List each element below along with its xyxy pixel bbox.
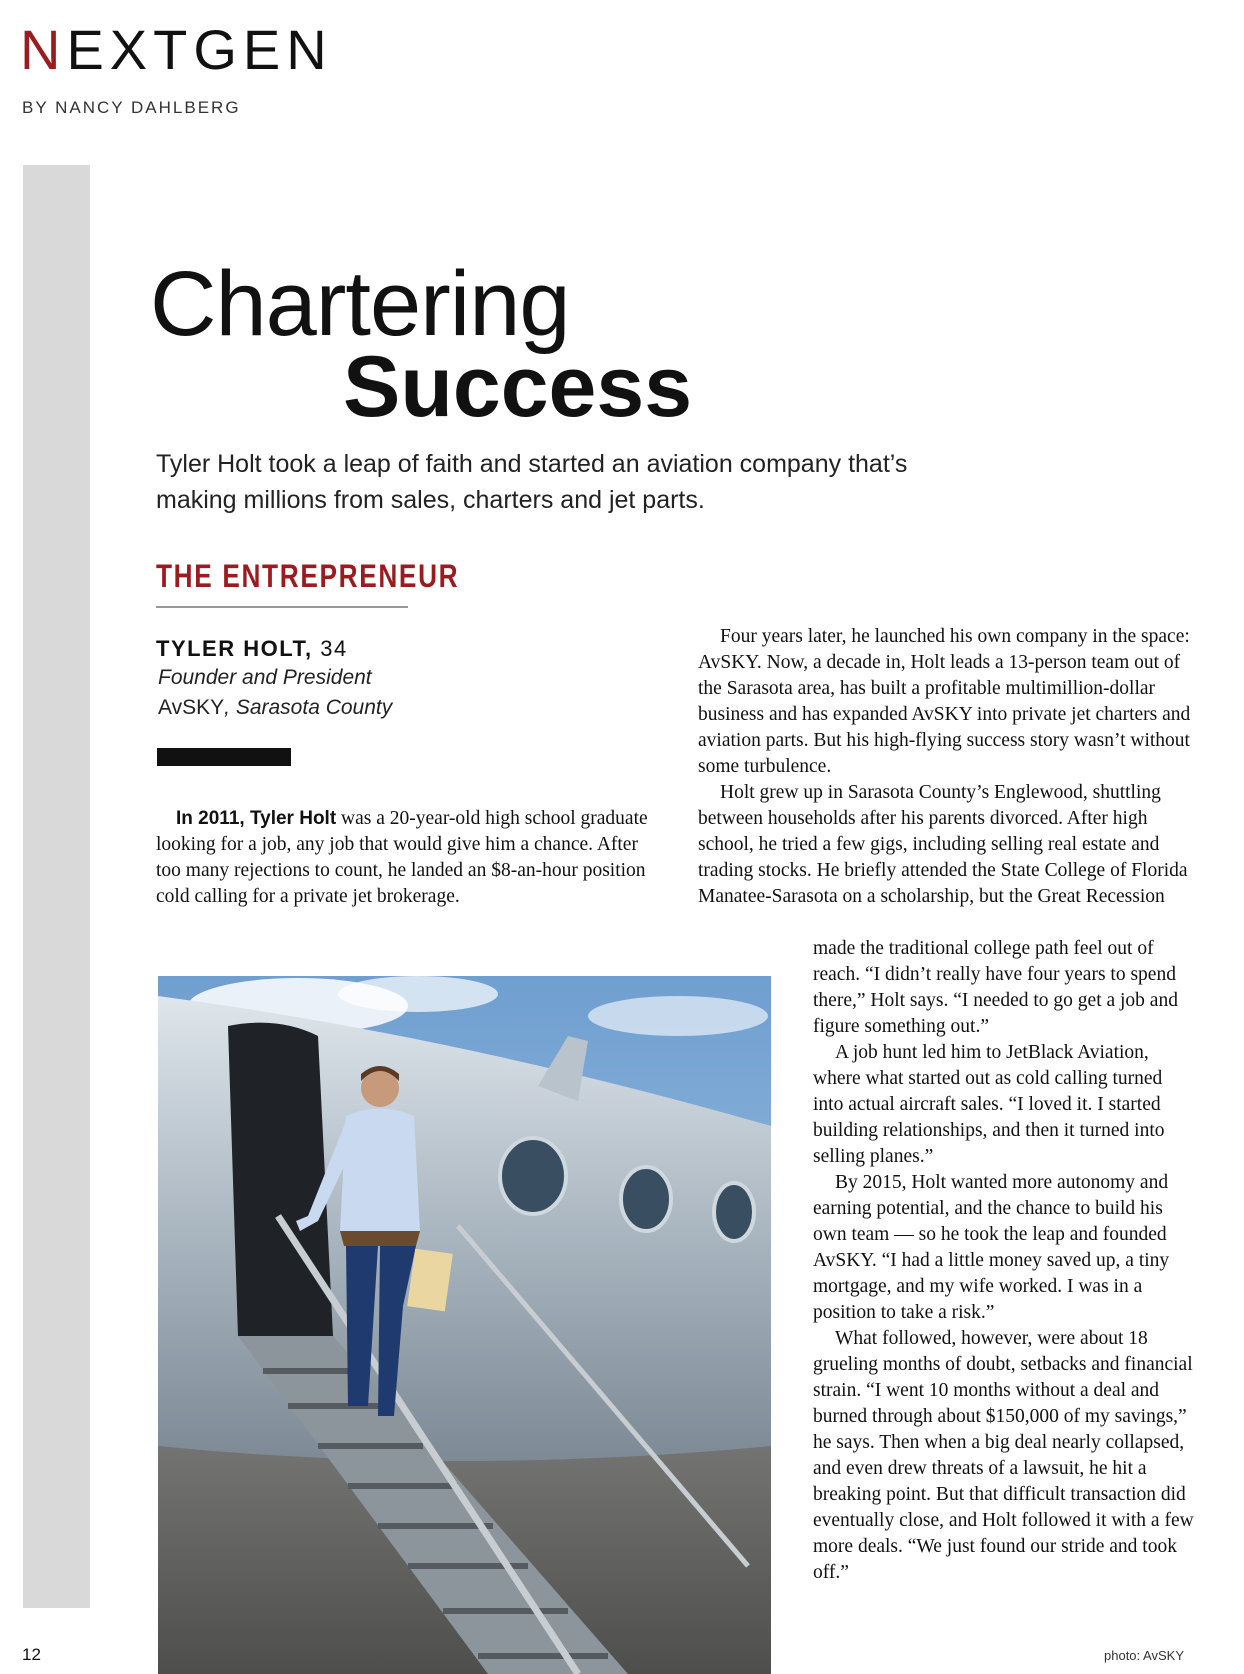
column-right-bottom [813,936,1194,1586]
column-right-top [698,624,1194,910]
body-paragraph: Four years later, he launched his own company in the space: AvSKY. Now, a decade in, Holt leads a 13-person team out of the Sarasota area, has built a profitable multimillion-dollar business and has expanded AvSKY into private jet charters and aviation parts. But his high-flying success story wasn’t without some turbulence. [698,626,1191,777]
article-photo [158,976,771,1674]
decorative-black-bar [157,748,291,766]
article-deck: Tyler Holt took a leap of faith and started an aviation company that’s making millions from sales, charters and jet parts. [156,450,908,514]
kicker-divider [156,606,408,608]
body-paragraph: By 2015, Holt wanted more autonomy and earning potential, and the chance to build his own team — so he took the leap and founded AvSKY. “I had a little money saved up, a tiny mortgage, and my wife worked. I was in a position to take a risk.” [813,1172,1170,1323]
profile-name-text: TYLER HOLT, [156,636,313,661]
section-logo-initial: N [20,18,67,81]
profile-name [156,636,348,662]
intro-paragraph [156,806,656,910]
section-logo-rest: EXTGEN [66,18,333,81]
section-kicker: THE ENTREPRENEUR [156,558,460,594]
page-number: 12 [22,1645,41,1664]
profile-age: 34 [312,636,348,661]
body-paragraph: A job hunt led him to JetBlack Aviation, where what started out as cold calling turned into actual aircraft sales. “I loved it. I started building relationships, and then it turned into selling planes.” [813,1042,1165,1167]
body-paragraph: What followed, however, were about 18 grueling months of doubt, setbacks and financial strain. “I went 10 months without a deal and burned through about $150,000 of my savings,” he says. Then when a big deal nearly collapsed, and even drew threats of a lawsuit, he hit a breaking point. But that difficult transaction did eventually close, and Holt followed it with a few more deals. “We just found our stride and took off.” [813,1328,1194,1583]
body-paragraph-continued: made the traditional college path feel out of reach. “I didn’t really have four years to spend there,” Holt says. “I needed to go get a job and figure something out.” [813,938,1178,1037]
photo-credit: photo: AvSKY [1104,1648,1184,1663]
profile-company-name: AvSKY [158,696,225,719]
profile-role: Founder and President [158,666,372,689]
jet-photo-illustration [158,976,771,1674]
article-title-line1: Chartering [150,253,570,355]
body-paragraph: Holt grew up in Sarasota County’s Englewood, shuttling between households after his parents divorced. After high school, he tried a few gigs, including selling real estate and trading stocks. He briefly attended the State College of Florida Manatee-Sarasota on a scholarship, but the Great Recession [698,782,1188,907]
profile-company [158,696,392,720]
intro-text: was a 20-year-old high school graduate looking for a job, any job that would give him a chance. After too many rejections to count, he landed an $8-an-hour position cold calling for a private jet brokerage. [156,808,648,907]
section-logo [20,18,333,81]
intro-lead: In 2011, Tyler Holt [176,808,337,829]
decorative-side-bar [23,165,90,1608]
profile-location: , Sarasota County [224,696,393,719]
byline: BY NANCY DAHLBERG [22,98,241,117]
article-title-line2: Success [343,339,693,435]
